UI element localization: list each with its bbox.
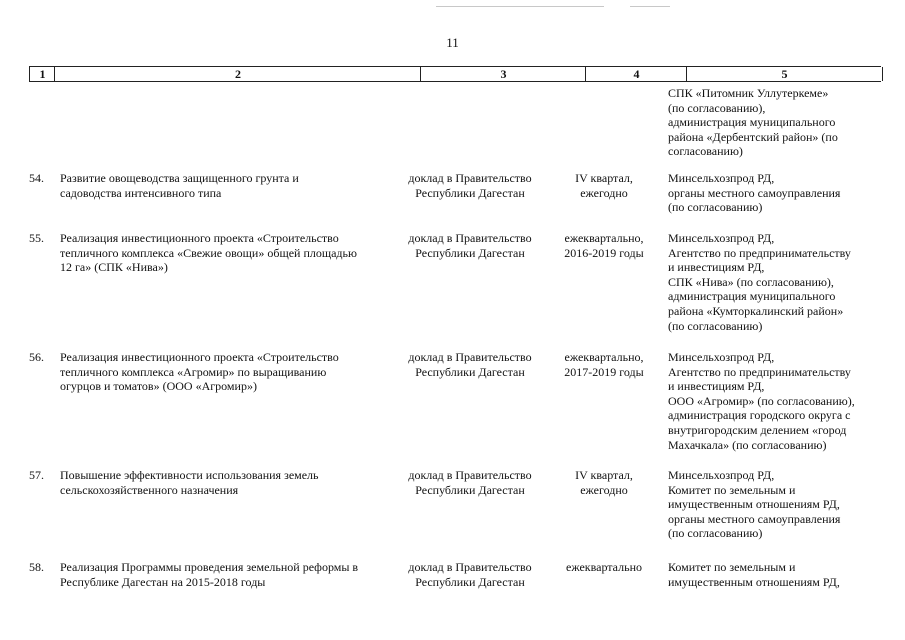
measure-title: Повышение эффективности использования земель сельскохозяйственного назначения xyxy=(60,468,319,497)
executors: Комитет по земельным и имущественным отношениям РД, xyxy=(668,560,840,589)
report-form: доклад в Правительство Республики Дагестан xyxy=(408,350,532,379)
report-form: доклад в Правительство Республики Дагестан xyxy=(408,560,532,589)
measure-title: Развитие овощеводства защищенного грунта и садоводства интенсивного типа xyxy=(60,171,299,200)
row-number: 57. xyxy=(29,468,44,482)
header-col-3: 3 xyxy=(420,67,586,81)
row-number: 56. xyxy=(29,350,44,364)
table-header xyxy=(29,66,881,82)
continued-executors xyxy=(668,86,878,159)
measure-title: Реализация инвестиционного проекта «Строительство тепличного комплекса «Агромир» по выращиванию огурцов и томатов» (ООО «Агромир») xyxy=(60,350,339,394)
executors: Минсельхозпрод РД, Агентство по предпринимательству и инвестициям РД, ООО «Агромир» (по согласованию), администрация городского округа с внутригородским делением «город Махачкала» (по согласованию) xyxy=(668,350,855,452)
header-col-2: 2 xyxy=(54,67,421,81)
header-col-5: 5 xyxy=(686,67,883,81)
executor-line: района «Дербентский район» (по xyxy=(668,129,838,144)
scan-artifact-top xyxy=(436,6,604,7)
executor-line: СПК «Питомник Уллутеркеме» xyxy=(668,86,829,100)
report-form: доклад в Правительство Республики Дагестан xyxy=(408,171,532,200)
report-form: доклад в Правительство Республики Дагестан xyxy=(408,231,532,260)
measure-title: Реализация Программы проведения земельной реформы в Республике Дагестан на 2015-2018 годы xyxy=(60,560,359,589)
header-col-4: 4 xyxy=(585,67,687,81)
measure-title: Реализация инвестиционного проекта «Строительство тепличного комплекса «Свежие овощи» общей площадью 12 га» (СПК «Нива») xyxy=(60,231,357,275)
deadline: ежеквартально xyxy=(566,560,642,574)
deadline: IV квартал, ежегодно xyxy=(575,468,633,497)
executors: Минсельхозпрод РД, Агентство по предпринимательству и инвестициям РД, СПК «Нива» (по согласованию), администрация муниципального района «Кумторкалинский район» (по согласованию) xyxy=(668,231,851,333)
report-form: доклад в Правительство Республики Дагестан xyxy=(408,468,532,497)
deadline: ежеквартально, 2016-2019 годы xyxy=(564,231,644,260)
executor-line: (по согласованию), xyxy=(668,100,766,115)
executor-line: администрация муниципального xyxy=(668,115,836,130)
page-number: 11 xyxy=(446,35,459,50)
executor-line: согласованию) xyxy=(668,144,743,159)
row-number: 55. xyxy=(29,231,44,245)
header-col-1: 1 xyxy=(29,67,55,81)
row-number: 54. xyxy=(29,171,44,185)
scan-artifact-top-right xyxy=(630,6,670,7)
row-number: 58. xyxy=(29,560,44,574)
deadline: ежеквартально, 2017-2019 годы xyxy=(564,350,644,379)
deadline: IV квартал, ежегодно xyxy=(575,171,633,200)
executors: Минсельхозпрод РД, Комитет по земельным и имущественным отношениям РД, органы местного самоуправления (по согласованию) xyxy=(668,468,841,541)
executors: Минсельхозпрод РД, органы местного самоуправления (по согласованию) xyxy=(668,171,841,215)
